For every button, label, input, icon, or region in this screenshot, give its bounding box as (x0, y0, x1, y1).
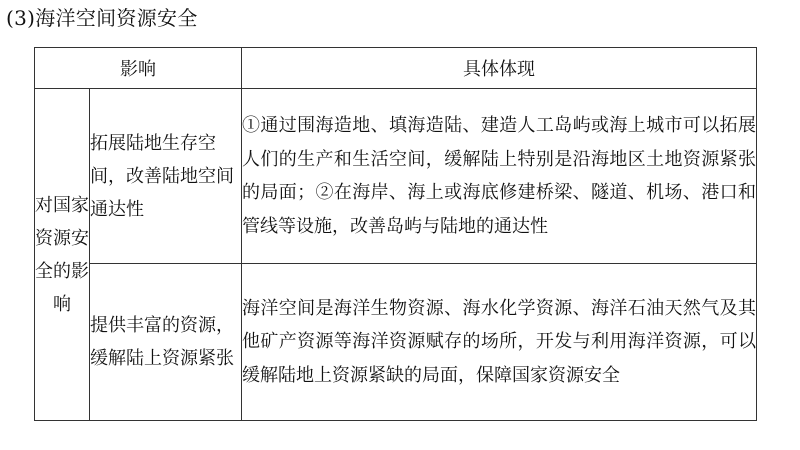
table-header-row (35, 48, 757, 89)
aspect-cell: 提供丰富的资源，缓解陆上资源紧张 (90, 264, 242, 421)
detail-cell: 海洋空间是海洋生物资源、海水化学资源、海洋石油天然气及其他矿产资源等海洋资源赋存的场所，开发与利用海洋资源，可以缓解陆地上资源紧缺的局面，保障国家资源安全 (242, 264, 757, 421)
outer-label-cell: 对国家资源安全的影响 (35, 89, 90, 421)
section-heading: (3)海洋空间资源安全 (6, 6, 198, 30)
aspect-cell: 拓展陆地生存空间，改善陆地空间通达性 (90, 89, 242, 264)
content-table (34, 47, 757, 421)
table-row (35, 264, 757, 421)
table-row (35, 89, 757, 264)
detail-cell: ①通过围海造地、填海造陆、建造人工岛屿或海上城市可以拓展人们的生产和生活空间，缓解陆上特别是沿海地区土地资源紧张的局面；②在海岸、海上或海底修建桥梁、隧道、机场、港口和管线等设施，改善岛屿与陆地的通达性 (242, 89, 757, 264)
header-detail: 具体体现 (242, 48, 757, 89)
header-influence: 影响 (35, 48, 242, 89)
